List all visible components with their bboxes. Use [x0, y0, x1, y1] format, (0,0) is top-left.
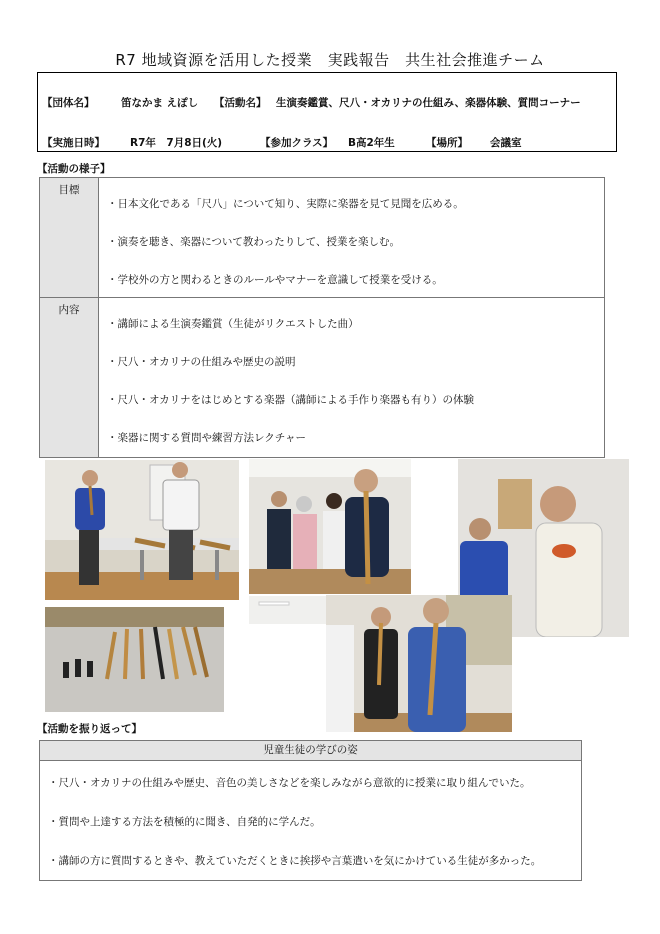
group-value: 笛なかま えぽし [121, 97, 199, 109]
content-item: ・尺八・オカリナの仕組みや歴史の説明 [107, 356, 296, 368]
date-label: 【実施日時】 [42, 137, 105, 149]
photo-instruments-table [45, 607, 224, 712]
photo-instructors-demo [45, 460, 239, 600]
activity-label: 【活動名】 [214, 97, 267, 109]
reflection-section-title: 【活動を振り返って】 [37, 723, 142, 735]
group-label: 【団体名】 [42, 97, 95, 109]
place-label: 【場所】 [426, 137, 468, 149]
photo-classroom-ceiling [249, 596, 328, 624]
class-label: 【参加クラス】 [260, 137, 334, 149]
contents-header: 内容 [40, 298, 99, 458]
reflection-item: ・質問や上達する方法を積極的に聞き、自発的に学んだ。 [48, 816, 321, 828]
goal-item: ・学校外の方と関わるときのルールやマナーを意識して授業を受ける。 [107, 274, 443, 286]
info-box [37, 72, 617, 152]
photo-students-playing [326, 595, 512, 732]
goals-header: 目標 [40, 178, 99, 298]
goal-item: ・演奏を聴き、楽器について教わったりして、授業を楽しむ。 [107, 236, 401, 248]
content-item: ・尺八・オカリナをはじめとする楽器（講師による手作り楽器も有り）の体験 [107, 394, 474, 406]
goals-body [99, 178, 605, 298]
class-value: B高2年生 [348, 137, 395, 149]
date-value: R7年 7月8日(火) [130, 137, 223, 149]
activity-value: 生演奏鑑賞、尺八・オカリナの仕組み、楽器体験、質問コーナー [276, 97, 581, 109]
reflection-box [39, 740, 582, 881]
place-value: 会議室 [490, 137, 522, 149]
goal-item: ・日本文化である「尺八」について知り、実際に楽器を見て見聞を広める。 [107, 198, 464, 210]
activity-table [39, 177, 605, 458]
photo-student-shakuhachi [249, 459, 411, 594]
reflection-item: ・講師の方に質問するときや、教えていただくときに挨拶や言葉遣いを気にかけている生徒が多かった。 [48, 855, 542, 867]
contents-body [99, 298, 605, 458]
activity-section-title: 【活動の様子】 [37, 163, 111, 175]
content-item: ・講師による生演奏鑑賞（生徒がリクエストした曲） [107, 318, 359, 330]
page-title: R7 地域資源を活用した授業 実践報告 共生社会推進チーム [115, 51, 545, 69]
reflection-body [40, 761, 581, 892]
content-item: ・楽器に関する質問や練習方法レクチャー [107, 432, 306, 444]
reflection-header: 児童生徒の学びの姿 [40, 741, 581, 761]
reflection-item: ・尺八・オカリナの仕組みや歴史、音色の美しさなどを楽しみながら意欲的に授業に取り組んでいた。 [48, 777, 531, 789]
